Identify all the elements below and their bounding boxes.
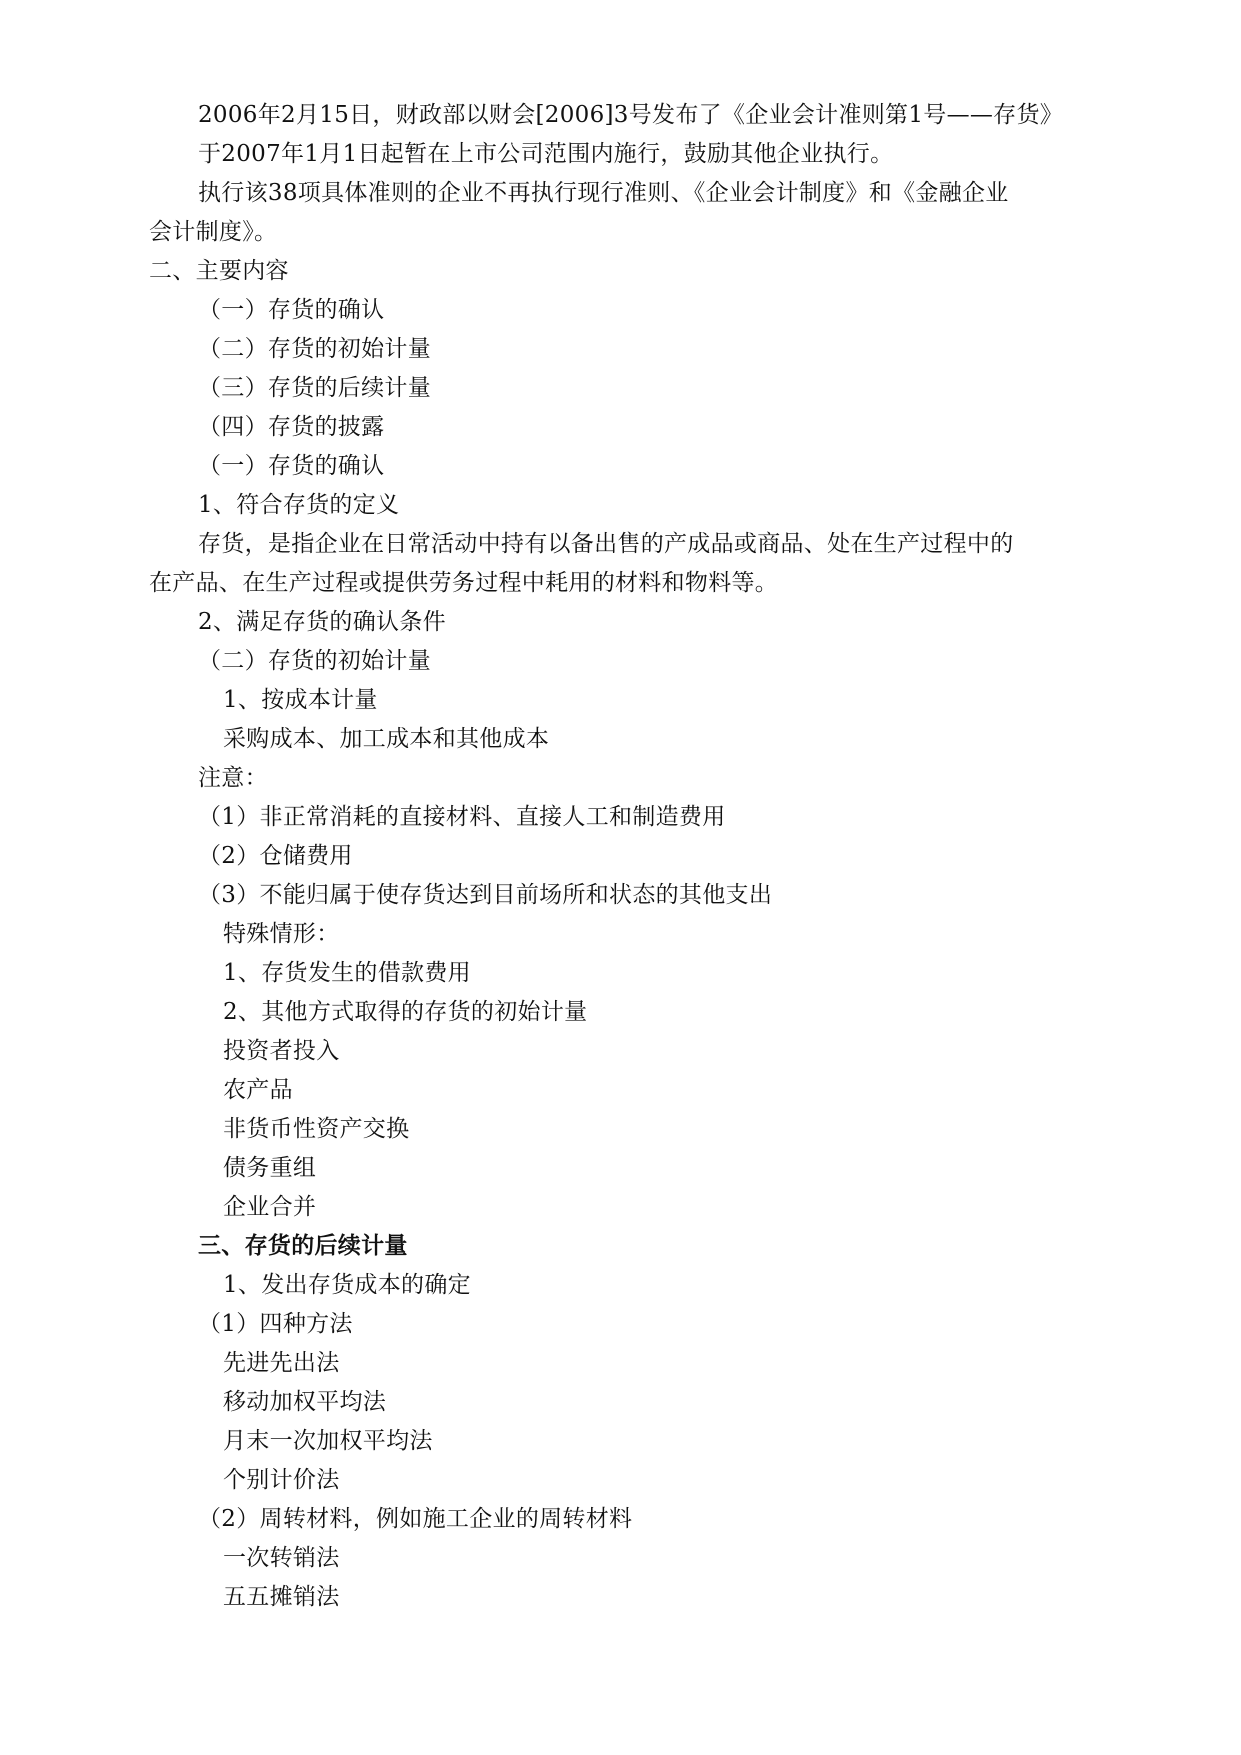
- method-fifty-fifty-amortization: 五五摊销法: [223, 1584, 340, 1610]
- method-moving-average: 移动加权平均法: [223, 1389, 387, 1415]
- scope-paragraph-line-1: 执行该38项具体准则的企业不再执行现行准则、《企业会计制度》和《金融企业: [198, 180, 1009, 206]
- list-item-cost-determination: 1、发出存货成本的确定: [223, 1272, 471, 1298]
- acquisition-method-debt-restructuring: 债务重组: [223, 1155, 317, 1181]
- list-item-definition: 1、符合存货的定义: [198, 492, 400, 518]
- special-cases-label: 特殊情形：: [223, 921, 340, 947]
- acquisition-method-nonmonetary: 非货币性资产交换: [223, 1116, 410, 1142]
- subsection-heading-recognition: （一）存货的确认: [198, 453, 385, 479]
- definition-paragraph-line-2: 在产品、在生产过程或提供劳务过程中耗用的材料和物料等。: [149, 570, 779, 596]
- acquisition-method-investor: 投资者投入: [223, 1038, 340, 1064]
- list-item-four-methods: （1）四种方法: [198, 1311, 353, 1337]
- list-item-revolving-materials: （2）周转材料，例如施工企业的周转材料: [198, 1506, 633, 1532]
- method-one-time-writeoff: 一次转销法: [223, 1545, 340, 1571]
- subsection-heading-initial-measurement: （二）存货的初始计量: [198, 648, 431, 674]
- outline-item-disclosure: （四）存货的披露: [198, 414, 385, 440]
- section-heading-subsequent-measurement: 三、存货的后续计量: [198, 1232, 408, 1259]
- definition-paragraph-line-1: 存货，是指企业在日常活动中持有以备出售的产成品或商品、处在生产过程中的: [198, 531, 1014, 557]
- method-monthly-weighted-average: 月末一次加权平均法: [223, 1428, 433, 1454]
- cost-components-text: 采购成本、加工成本和其他成本: [223, 726, 550, 752]
- intro-paragraph-line-2: 于2007年1月1日起暂在上市公司范围内施行，鼓励其他企业执行。: [198, 141, 894, 167]
- acquisition-method-agriculture: 农产品: [223, 1077, 293, 1103]
- intro-paragraph-line-1: 2006年2月15日，财政部以财会[2006]3号发布了《企业会计准则第1号——存货》: [198, 102, 1064, 128]
- note-item-2: （2）仓储费用: [198, 843, 353, 869]
- outline-item-recognition: （一）存货的确认: [198, 297, 385, 323]
- note-item-1: （1）非正常消耗的直接材料、直接人工和制造费用: [198, 804, 726, 830]
- scope-paragraph-line-2: 会计制度》。: [149, 219, 278, 245]
- acquisition-method-merger: 企业合并: [223, 1194, 317, 1220]
- outline-item-subsequent-measurement: （三）存货的后续计量: [198, 375, 431, 401]
- section-heading-main-content: 二、主要内容: [149, 258, 289, 284]
- method-fifo: 先进先出法: [223, 1350, 340, 1376]
- note-label: 注意：: [198, 765, 268, 791]
- special-case-item-2: 2、其他方式取得的存货的初始计量: [223, 999, 588, 1025]
- list-item-recognition-conditions: 2、满足存货的确认条件: [198, 609, 446, 635]
- special-case-item-1: 1、存货发生的借款费用: [223, 960, 471, 986]
- list-item-cost-measurement: 1、按成本计量: [223, 687, 378, 713]
- note-item-3: （3）不能归属于使存货达到目前场所和状态的其他支出: [198, 882, 773, 908]
- outline-item-initial-measurement: （二）存货的初始计量: [198, 336, 431, 362]
- method-specific-identification: 个别计价法: [223, 1467, 340, 1493]
